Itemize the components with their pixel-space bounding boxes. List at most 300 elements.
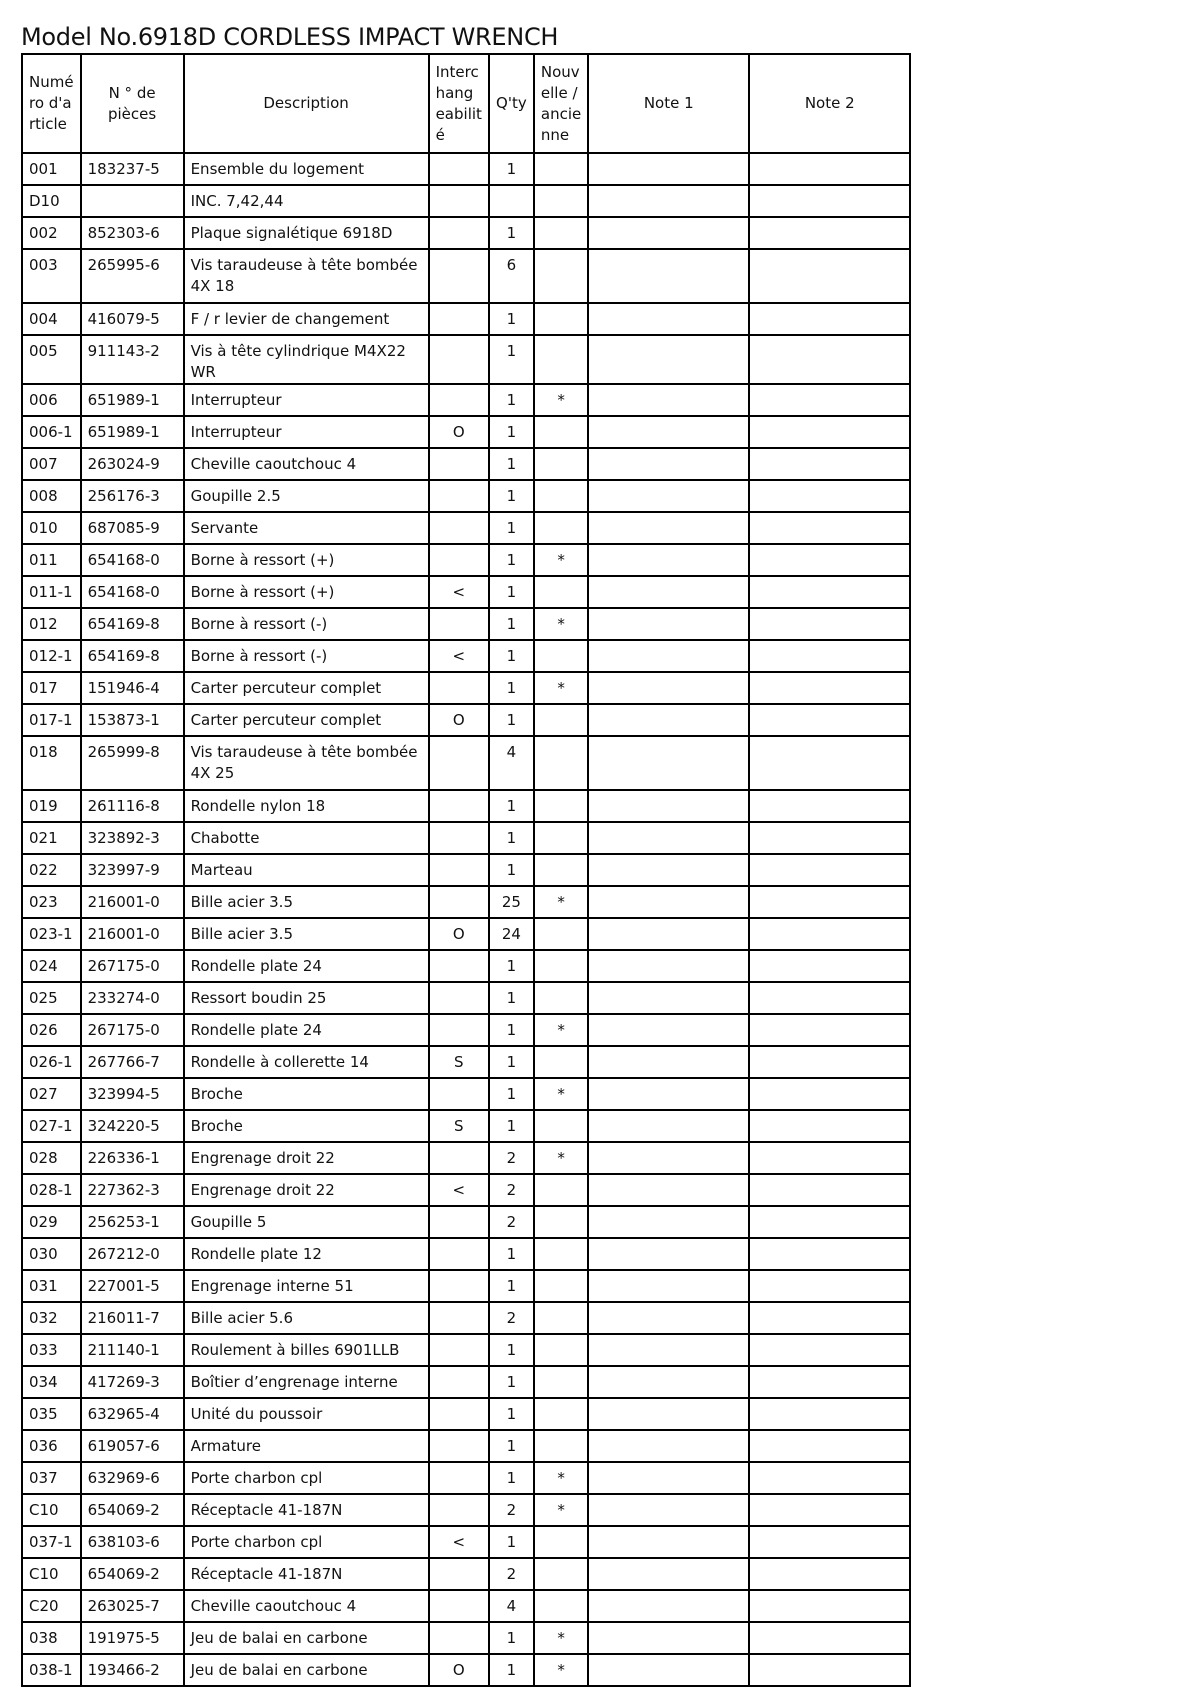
cell-part-no: 911143-2 xyxy=(81,335,184,384)
table-row xyxy=(22,1142,910,1174)
table-row xyxy=(22,249,910,303)
table-row xyxy=(22,217,910,249)
cell-qty: 1 xyxy=(489,1526,534,1558)
cell-part-no: 153873-1 xyxy=(81,704,184,736)
cell-part-no: 263025-7 xyxy=(81,1590,184,1622)
cell-note1 xyxy=(588,982,749,1014)
cell-note2 xyxy=(749,736,910,790)
cell-qty: 1 xyxy=(489,1366,534,1398)
cell-part-no: 323892-3 xyxy=(81,822,184,854)
cell-new-old: * xyxy=(534,384,588,416)
cell-description: Borne à ressort (+) xyxy=(184,544,429,576)
cell-note2 xyxy=(749,576,910,608)
cell-note2 xyxy=(749,512,910,544)
cell-note2 xyxy=(749,1302,910,1334)
header-new-old: Nouv elle / ancie nne xyxy=(534,54,588,153)
cell-new-old xyxy=(534,217,588,249)
table-row xyxy=(22,1302,910,1334)
cell-description: Rondelle plate 24 xyxy=(184,950,429,982)
cell-interchangeability: O xyxy=(429,1654,489,1686)
cell-description: INC. 7,42,44 xyxy=(184,185,429,217)
cell-item-no: 027 xyxy=(22,1078,81,1110)
cell-note1 xyxy=(588,1014,749,1046)
cell-new-old xyxy=(534,1398,588,1430)
cell-part-no: 216001-0 xyxy=(81,918,184,950)
cell-note2 xyxy=(749,982,910,1014)
cell-note2 xyxy=(749,1110,910,1142)
cell-description: Cheville caoutchouc 4 xyxy=(184,448,429,480)
cell-new-old: * xyxy=(534,544,588,576)
table-row xyxy=(22,1110,910,1142)
cell-item-no: 028 xyxy=(22,1142,81,1174)
cell-qty: 1 xyxy=(489,153,534,185)
cell-description: Vis taraudeuse à tête bombée 4X 18 xyxy=(184,249,429,303)
cell-interchangeability xyxy=(429,854,489,886)
cell-item-no: C10 xyxy=(22,1558,81,1590)
cell-note1 xyxy=(588,1654,749,1686)
table-row xyxy=(22,1014,910,1046)
table-row xyxy=(22,854,910,886)
cell-qty: 2 xyxy=(489,1558,534,1590)
cell-new-old xyxy=(534,1238,588,1270)
cell-item-no: 026-1 xyxy=(22,1046,81,1078)
cell-note2 xyxy=(749,950,910,982)
table-row xyxy=(22,448,910,480)
cell-new-old: * xyxy=(534,886,588,918)
cell-part-no: 265995-6 xyxy=(81,249,184,303)
cell-qty: 1 xyxy=(489,1110,534,1142)
cell-part-no: 267766-7 xyxy=(81,1046,184,1078)
cell-item-no: 037-1 xyxy=(22,1526,81,1558)
cell-note1 xyxy=(588,736,749,790)
cell-note2 xyxy=(749,249,910,303)
cell-note2 xyxy=(749,1654,910,1686)
table-row xyxy=(22,1526,910,1558)
cell-part-no: 654069-2 xyxy=(81,1558,184,1590)
cell-part-no: 654168-0 xyxy=(81,544,184,576)
cell-note1 xyxy=(588,1430,749,1462)
cell-item-no: 022 xyxy=(22,854,81,886)
table-row xyxy=(22,576,910,608)
cell-note2 xyxy=(749,1078,910,1110)
table-row xyxy=(22,1174,910,1206)
cell-part-no: 265999-8 xyxy=(81,736,184,790)
cell-note1 xyxy=(588,854,749,886)
cell-note1 xyxy=(588,1238,749,1270)
cell-item-no: 007 xyxy=(22,448,81,480)
cell-part-no: 256253-1 xyxy=(81,1206,184,1238)
cell-interchangeability xyxy=(429,608,489,640)
cell-note1 xyxy=(588,822,749,854)
cell-interchangeability xyxy=(429,982,489,1014)
cell-note2 xyxy=(749,1494,910,1526)
cell-new-old xyxy=(534,918,588,950)
cell-item-no: 030 xyxy=(22,1238,81,1270)
cell-part-no: 654069-2 xyxy=(81,1494,184,1526)
cell-qty: 1 xyxy=(489,640,534,672)
cell-description: Rondelle nylon 18 xyxy=(184,790,429,822)
cell-description: Réceptacle 41-187N xyxy=(184,1494,429,1526)
cell-qty: 1 xyxy=(489,1238,534,1270)
cell-part-no: 323994-5 xyxy=(81,1078,184,1110)
cell-note1 xyxy=(588,512,749,544)
cell-interchangeability xyxy=(429,185,489,217)
cell-interchangeability: O xyxy=(429,918,489,950)
header-part-no: N ° de pièces xyxy=(81,54,184,153)
cell-note1 xyxy=(588,576,749,608)
cell-description: Engrenage droit 22 xyxy=(184,1174,429,1206)
cell-new-old xyxy=(534,1366,588,1398)
cell-note2 xyxy=(749,704,910,736)
table-row xyxy=(22,480,910,512)
cell-new-old: * xyxy=(534,608,588,640)
cell-new-old xyxy=(534,480,588,512)
cell-interchangeability xyxy=(429,672,489,704)
cell-interchangeability: < xyxy=(429,576,489,608)
cell-item-no: 029 xyxy=(22,1206,81,1238)
cell-item-no: 038 xyxy=(22,1622,81,1654)
cell-new-old xyxy=(534,704,588,736)
cell-new-old xyxy=(534,640,588,672)
cell-item-no: 001 xyxy=(22,153,81,185)
cell-note2 xyxy=(749,640,910,672)
cell-note2 xyxy=(749,1206,910,1238)
cell-part-no: 267175-0 xyxy=(81,950,184,982)
table-row xyxy=(22,950,910,982)
cell-note1 xyxy=(588,1334,749,1366)
cell-qty: 1 xyxy=(489,1078,534,1110)
table-row xyxy=(22,640,910,672)
cell-qty: 2 xyxy=(489,1494,534,1526)
cell-part-no: 216011-7 xyxy=(81,1302,184,1334)
cell-part-no: 654169-8 xyxy=(81,608,184,640)
cell-qty: 1 xyxy=(489,854,534,886)
cell-qty: 1 xyxy=(489,416,534,448)
cell-note2 xyxy=(749,1270,910,1302)
cell-part-no: 227001-5 xyxy=(81,1270,184,1302)
cell-item-no: 035 xyxy=(22,1398,81,1430)
cell-interchangeability xyxy=(429,1590,489,1622)
table-row xyxy=(22,736,910,790)
cell-part-no: 632965-4 xyxy=(81,1398,184,1430)
table-row xyxy=(22,1046,910,1078)
cell-item-no: 025 xyxy=(22,982,81,1014)
cell-note1 xyxy=(588,950,749,982)
cell-new-old xyxy=(534,854,588,886)
header-interchangeability: Interc hang eabilit é xyxy=(429,54,489,153)
cell-item-no: 027-1 xyxy=(22,1110,81,1142)
cell-new-old xyxy=(534,185,588,217)
cell-qty: 1 xyxy=(489,790,534,822)
cell-interchangeability xyxy=(429,153,489,185)
cell-note2 xyxy=(749,790,910,822)
table-row xyxy=(22,790,910,822)
cell-item-no: 034 xyxy=(22,1366,81,1398)
cell-new-old xyxy=(534,1174,588,1206)
table-row xyxy=(22,384,910,416)
cell-interchangeability xyxy=(429,1142,489,1174)
table-row xyxy=(22,608,910,640)
cell-note2 xyxy=(749,1462,910,1494)
cell-part-no: 267212-0 xyxy=(81,1238,184,1270)
cell-note1 xyxy=(588,790,749,822)
cell-description: Carter percuteur complet xyxy=(184,672,429,704)
cell-note1 xyxy=(588,1174,749,1206)
cell-part-no xyxy=(81,185,184,217)
table-row xyxy=(22,1494,910,1526)
cell-note1 xyxy=(588,303,749,335)
cell-new-old xyxy=(534,576,588,608)
cell-note1 xyxy=(588,1462,749,1494)
cell-qty: 1 xyxy=(489,704,534,736)
cell-new-old xyxy=(534,950,588,982)
cell-item-no: 005 xyxy=(22,335,81,384)
cell-interchangeability: S xyxy=(429,1110,489,1142)
cell-qty xyxy=(489,185,534,217)
cell-description: Carter percuteur complet xyxy=(184,704,429,736)
cell-note2 xyxy=(749,854,910,886)
cell-note2 xyxy=(749,1142,910,1174)
table-row xyxy=(22,1590,910,1622)
cell-new-old xyxy=(534,982,588,1014)
cell-item-no: 037 xyxy=(22,1462,81,1494)
cell-part-no: 263024-9 xyxy=(81,448,184,480)
cell-note1 xyxy=(588,1302,749,1334)
cell-interchangeability xyxy=(429,1494,489,1526)
cell-qty: 2 xyxy=(489,1142,534,1174)
cell-note1 xyxy=(588,1558,749,1590)
cell-interchangeability xyxy=(429,1302,489,1334)
cell-new-old xyxy=(534,303,588,335)
cell-note1 xyxy=(588,217,749,249)
cell-item-no: 006 xyxy=(22,384,81,416)
cell-qty: 2 xyxy=(489,1174,534,1206)
cell-new-old: * xyxy=(534,1622,588,1654)
cell-description: Jeu de balai en carbone xyxy=(184,1622,429,1654)
table-row xyxy=(22,1398,910,1430)
cell-part-no: 417269-3 xyxy=(81,1366,184,1398)
table-row xyxy=(22,185,910,217)
cell-note2 xyxy=(749,1526,910,1558)
cell-interchangeability xyxy=(429,1334,489,1366)
cell-note2 xyxy=(749,1590,910,1622)
cell-item-no: 033 xyxy=(22,1334,81,1366)
cell-note2 xyxy=(749,1366,910,1398)
cell-note1 xyxy=(588,640,749,672)
cell-item-no: 026 xyxy=(22,1014,81,1046)
cell-part-no: 323997-9 xyxy=(81,854,184,886)
cell-qty: 1 xyxy=(489,1046,534,1078)
cell-new-old xyxy=(534,416,588,448)
cell-description: Vis taraudeuse à tête bombée 4X 25 xyxy=(184,736,429,790)
cell-note2 xyxy=(749,886,910,918)
cell-item-no: 036 xyxy=(22,1430,81,1462)
cell-qty: 1 xyxy=(489,1398,534,1430)
cell-note1 xyxy=(588,1046,749,1078)
cell-new-old xyxy=(534,1046,588,1078)
cell-qty: 2 xyxy=(489,1206,534,1238)
cell-part-no: 638103-6 xyxy=(81,1526,184,1558)
cell-description: Bille acier 3.5 xyxy=(184,918,429,950)
cell-note1 xyxy=(588,1206,749,1238)
cell-qty: 1 xyxy=(489,217,534,249)
cell-interchangeability xyxy=(429,736,489,790)
cell-part-no: 654168-0 xyxy=(81,576,184,608)
cell-item-no: 017 xyxy=(22,672,81,704)
cell-item-no: 012-1 xyxy=(22,640,81,672)
cell-part-no: 151946-4 xyxy=(81,672,184,704)
cell-part-no: 233274-0 xyxy=(81,982,184,1014)
cell-description: Boîtier d’engrenage interne xyxy=(184,1366,429,1398)
header-qty: Q'ty xyxy=(489,54,534,153)
cell-interchangeability xyxy=(429,1558,489,1590)
table-row xyxy=(22,512,910,544)
cell-note1 xyxy=(588,704,749,736)
cell-qty: 1 xyxy=(489,950,534,982)
cell-interchangeability xyxy=(429,480,489,512)
cell-part-no: 267175-0 xyxy=(81,1014,184,1046)
cell-item-no: 011-1 xyxy=(22,576,81,608)
cell-note1 xyxy=(588,1622,749,1654)
header-note2: Note 2 xyxy=(749,54,910,153)
cell-note1 xyxy=(588,608,749,640)
cell-note2 xyxy=(749,480,910,512)
cell-item-no: 023-1 xyxy=(22,918,81,950)
cell-item-no: 024 xyxy=(22,950,81,982)
cell-new-old xyxy=(534,1590,588,1622)
cell-new-old xyxy=(534,1430,588,1462)
table-row xyxy=(22,1078,910,1110)
table-row xyxy=(22,1366,910,1398)
cell-item-no: 003 xyxy=(22,249,81,303)
cell-interchangeability xyxy=(429,1238,489,1270)
cell-item-no: 002 xyxy=(22,217,81,249)
cell-description: Interrupteur xyxy=(184,384,429,416)
header-description: Description xyxy=(184,54,429,153)
cell-note2 xyxy=(749,1238,910,1270)
table-row xyxy=(22,1622,910,1654)
cell-description: Roulement à billes 6901LLB xyxy=(184,1334,429,1366)
cell-qty: 1 xyxy=(489,982,534,1014)
cell-description: Goupille 5 xyxy=(184,1206,429,1238)
table-row xyxy=(22,672,910,704)
cell-new-old xyxy=(534,1334,588,1366)
table-row xyxy=(22,544,910,576)
cell-description: Vis à tête cylindrique M4X22 WR xyxy=(184,335,429,384)
cell-new-old: * xyxy=(534,672,588,704)
cell-note2 xyxy=(749,384,910,416)
cell-qty: 24 xyxy=(489,918,534,950)
cell-item-no: 018 xyxy=(22,736,81,790)
cell-part-no: 256176-3 xyxy=(81,480,184,512)
cell-note1 xyxy=(588,918,749,950)
table-row xyxy=(22,335,910,384)
cell-interchangeability xyxy=(429,544,489,576)
cell-note2 xyxy=(749,1046,910,1078)
cell-item-no: 008 xyxy=(22,480,81,512)
table-row xyxy=(22,982,910,1014)
cell-qty: 4 xyxy=(489,1590,534,1622)
cell-note2 xyxy=(749,1622,910,1654)
cell-qty: 1 xyxy=(489,822,534,854)
cell-note2 xyxy=(749,448,910,480)
cell-interchangeability xyxy=(429,886,489,918)
cell-interchangeability xyxy=(429,1398,489,1430)
cell-note1 xyxy=(588,480,749,512)
cell-qty: 25 xyxy=(489,886,534,918)
cell-description: Borne à ressort (+) xyxy=(184,576,429,608)
cell-interchangeability xyxy=(429,1366,489,1398)
cell-item-no: 031 xyxy=(22,1270,81,1302)
header-note1: Note 1 xyxy=(588,54,749,153)
cell-item-no: 023 xyxy=(22,886,81,918)
cell-qty: 1 xyxy=(489,1462,534,1494)
parts-table xyxy=(21,53,911,1687)
cell-qty: 1 xyxy=(489,480,534,512)
cell-qty: 1 xyxy=(489,544,534,576)
cell-description: Engrenage interne 51 xyxy=(184,1270,429,1302)
cell-item-no: 038-1 xyxy=(22,1654,81,1686)
table-row xyxy=(22,1654,910,1686)
cell-qty: 1 xyxy=(489,1622,534,1654)
cell-interchangeability xyxy=(429,950,489,982)
cell-qty: 1 xyxy=(489,448,534,480)
cell-description: Borne à ressort (-) xyxy=(184,640,429,672)
table-row xyxy=(22,153,910,185)
cell-interchangeability: < xyxy=(429,1174,489,1206)
cell-interchangeability: < xyxy=(429,1526,489,1558)
cell-qty: 1 xyxy=(489,512,534,544)
cell-new-old xyxy=(534,1206,588,1238)
cell-note2 xyxy=(749,1014,910,1046)
cell-description: Rondelle plate 24 xyxy=(184,1014,429,1046)
cell-description: Borne à ressort (-) xyxy=(184,608,429,640)
cell-item-no: 028-1 xyxy=(22,1174,81,1206)
cell-interchangeability xyxy=(429,1622,489,1654)
cell-new-old xyxy=(534,790,588,822)
cell-qty: 6 xyxy=(489,249,534,303)
cell-description: Interrupteur xyxy=(184,416,429,448)
cell-note1 xyxy=(588,1078,749,1110)
cell-interchangeability xyxy=(429,1462,489,1494)
cell-qty: 1 xyxy=(489,672,534,704)
cell-note1 xyxy=(588,249,749,303)
cell-new-old xyxy=(534,153,588,185)
cell-item-no: C20 xyxy=(22,1590,81,1622)
cell-interchangeability xyxy=(429,303,489,335)
cell-description: Armature xyxy=(184,1430,429,1462)
cell-interchangeability: < xyxy=(429,640,489,672)
cell-description: Ensemble du logement xyxy=(184,153,429,185)
cell-description: Ressort boudin 25 xyxy=(184,982,429,1014)
cell-qty: 1 xyxy=(489,608,534,640)
cell-qty: 1 xyxy=(489,1334,534,1366)
cell-description: Servante xyxy=(184,512,429,544)
cell-note1 xyxy=(588,185,749,217)
cell-item-no: 019 xyxy=(22,790,81,822)
cell-part-no: 191975-5 xyxy=(81,1622,184,1654)
cell-item-no: 021 xyxy=(22,822,81,854)
table-row xyxy=(22,1558,910,1590)
cell-qty: 1 xyxy=(489,335,534,384)
cell-part-no: 852303-6 xyxy=(81,217,184,249)
cell-interchangeability xyxy=(429,790,489,822)
cell-new-old: * xyxy=(534,1494,588,1526)
cell-part-no: 651989-1 xyxy=(81,384,184,416)
cell-note2 xyxy=(749,1558,910,1590)
cell-description: Marteau xyxy=(184,854,429,886)
cell-description: Goupille 2.5 xyxy=(184,480,429,512)
